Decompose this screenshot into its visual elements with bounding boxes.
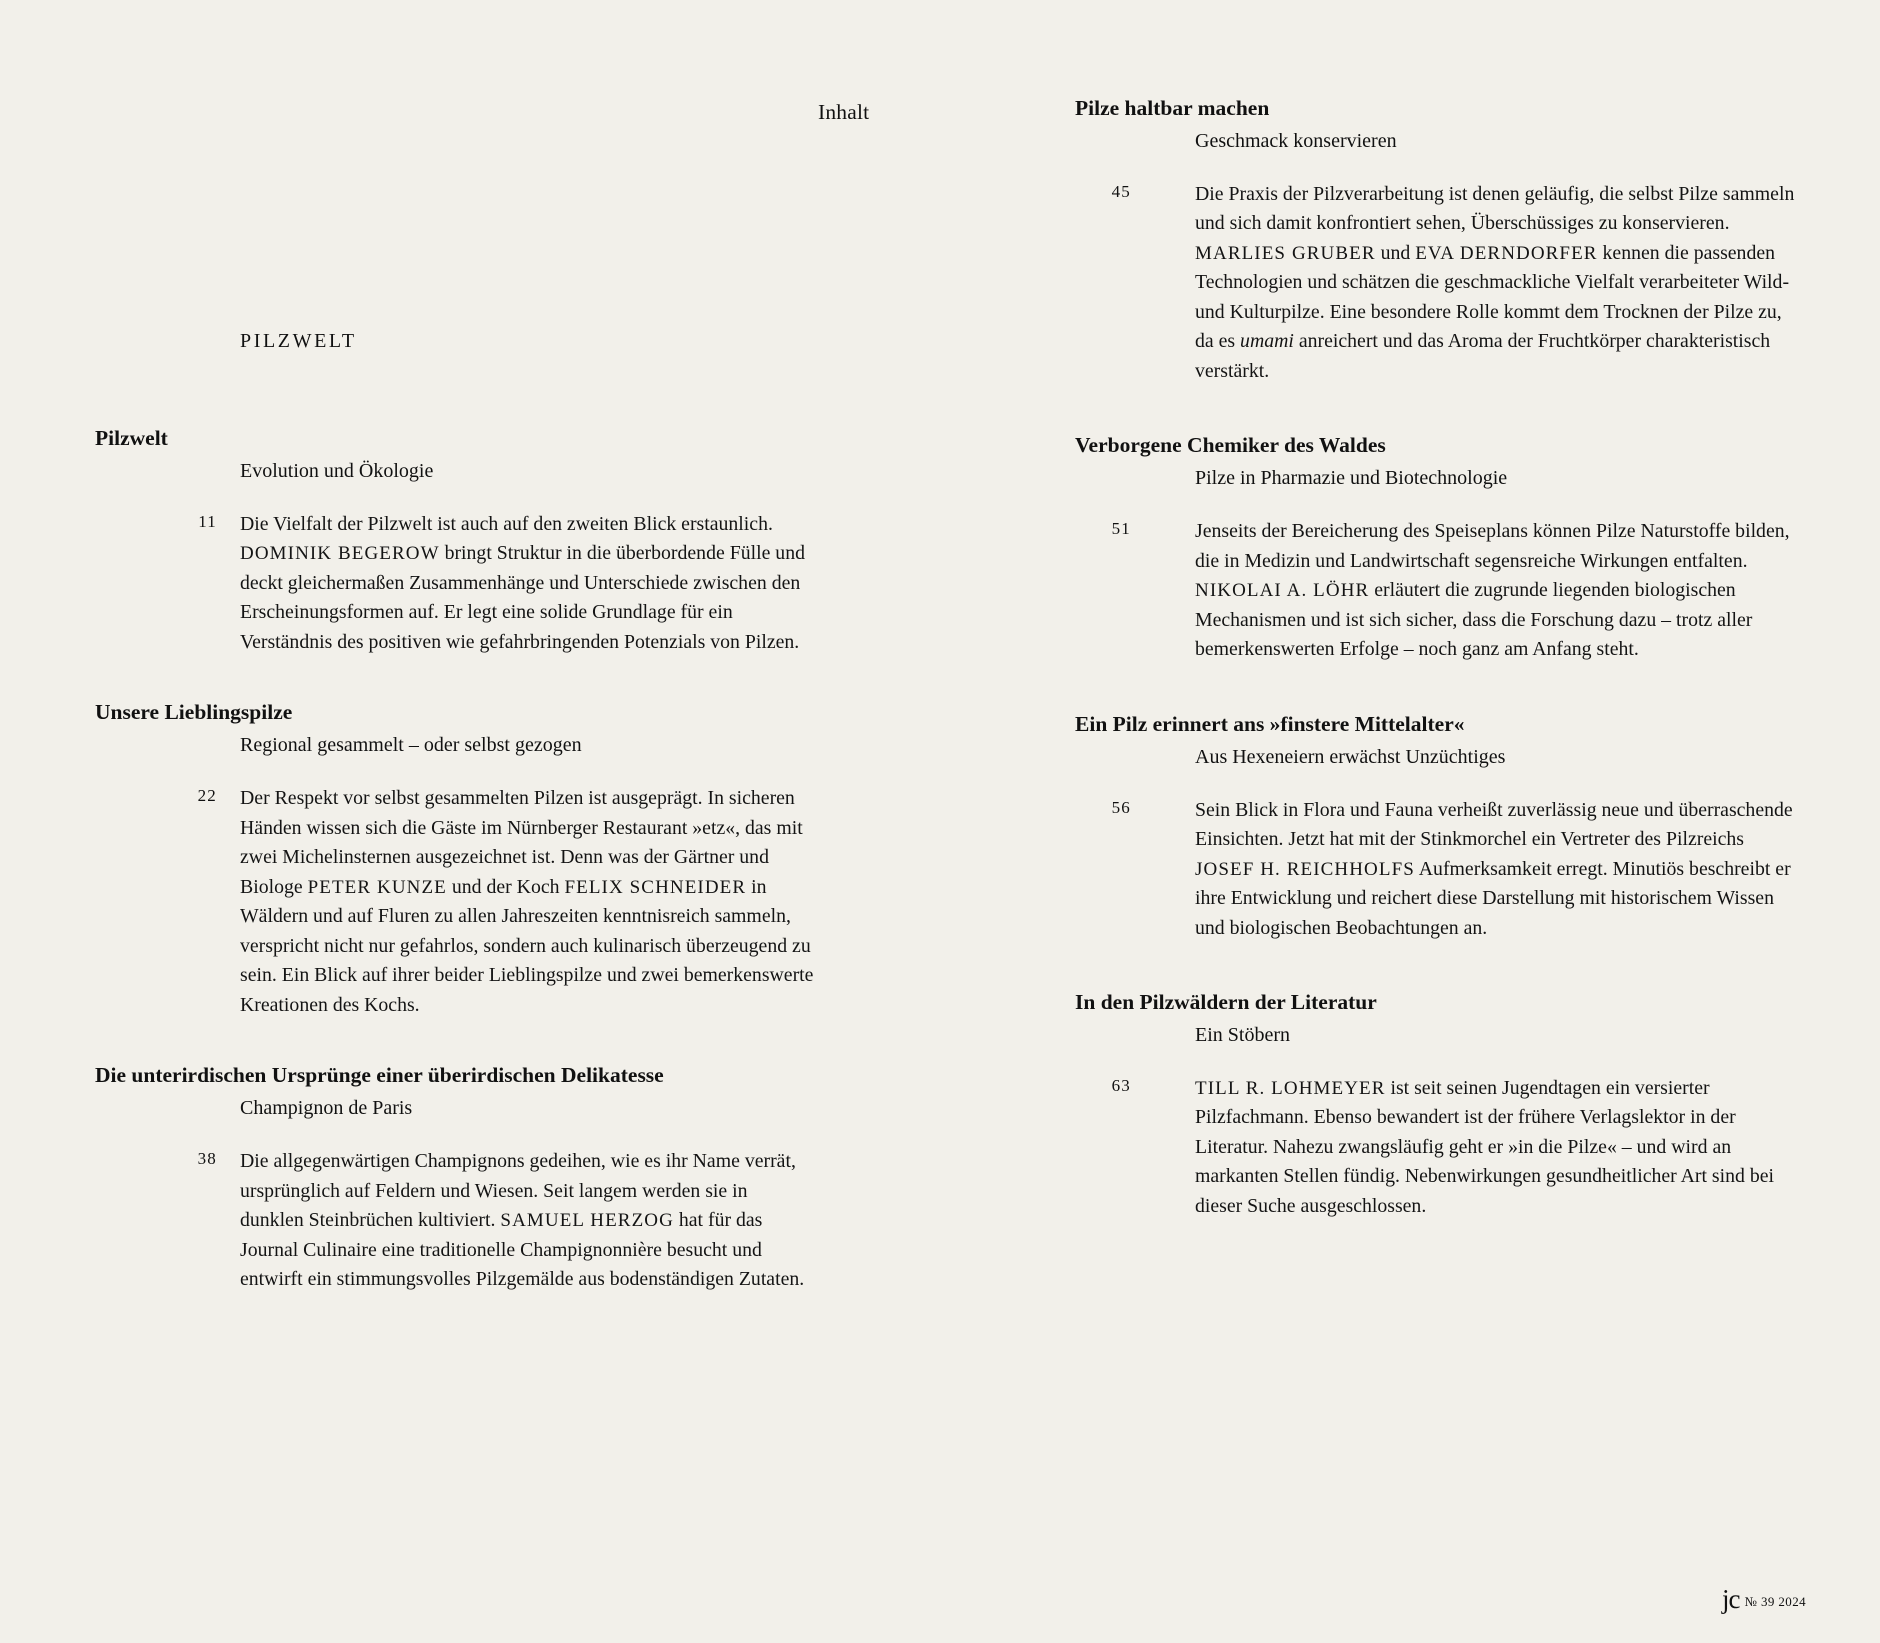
- body-text: anreichert und das Aroma der Fruchtkörper charakteristisch verstärkt.: [1195, 330, 1771, 382]
- body-text: erläutert die zugrunde liegenden biologischen Mechanismen und ist sich sicher, dass die Forschung dazu – trotz aller bemerkenswerten Erfolge – noch ganz am Anfang steht.: [1195, 579, 1753, 661]
- toc-entry-subtitle: Ein Stöbern: [1195, 1023, 1290, 1046]
- toc-entry-page-number[interactable]: 63: [1111, 1075, 1131, 1095]
- toc-entry[interactable]: [1075, 95, 1795, 386]
- toc-entry-subtitle: Regional gesammelt – oder selbst gezogen: [240, 734, 582, 757]
- author-name: TILL R. LOHMEYER: [1195, 1077, 1386, 1099]
- toc-entry[interactable]: [1075, 711, 1795, 943]
- toc-entry[interactable]: [95, 425, 815, 657]
- toc-entry-page-number[interactable]: 51: [1111, 519, 1131, 539]
- toc-entry-description: [240, 1147, 815, 1294]
- toc-entry-body: [1075, 517, 1795, 664]
- toc-entry-title: Ein Pilz erinnert ans »finstere Mittelalter«: [1075, 711, 1465, 736]
- toc-entry-description: [240, 510, 815, 657]
- toc-entry-body: [95, 510, 815, 657]
- author-name: NIKOLAI A. LÖHR: [1195, 580, 1370, 602]
- toc-entry-description: [1195, 517, 1795, 664]
- emphasis-text: umami: [1240, 330, 1294, 353]
- toc-entry-body: [95, 1147, 815, 1294]
- body-text: Die Praxis der Pilzverarbeitung ist denen geläufig, die selbst Pilze sammeln und sich damit konfrontiert sehen, Überschüssiges zu konservieren.: [1195, 182, 1795, 235]
- page-title: Inhalt: [818, 100, 870, 124]
- toc-entry-body: [95, 784, 815, 1020]
- body-text: Aufmerksamkeit erregt. Minutiös beschreibt er ihre Entwicklung und reichert diese Darstellung mit historischem Wissen und biologischen Beobachtungen an.: [1195, 857, 1791, 939]
- body-text: Sein Blick in Flora und Fauna verheißt zuverlässig neue und überraschende Einsichten. Jetzt hat mit der Stinkmorchel ein Vertreter des Pilzreichs: [1195, 798, 1793, 851]
- section-title-pilzwelt: PILZWELT: [240, 330, 357, 352]
- journal-logo: jc: [1721, 1584, 1740, 1614]
- toc-entry[interactable]: [95, 699, 815, 1020]
- toc-entry-body: [1075, 180, 1795, 386]
- toc-entry-body: [1075, 1074, 1795, 1221]
- toc-entry-description: [240, 784, 815, 1020]
- toc-column-left: [95, 330, 815, 1337]
- body-text: Jenseits der Bereicherung des Speiseplans können Pilze Naturstoffe bilden, die in Medizin und Landwirtschaft segensreiche Wirkungen entfalten.: [1195, 520, 1790, 572]
- body-text: in Wäldern und auf Fluren zu allen Jahreszeiten kenntnisreich sammeln, verspricht nicht nur gefahrlos, sondern auch kulinarisch überzeugend zu sein. Ein Blick auf ihrer beider Lieblingspilze und zwei bemerkenswerte Kreationen des Kochs.: [240, 875, 814, 1016]
- author-name: JOSEF H. REICHHOLFS: [1195, 858, 1415, 880]
- body-text: kennen die passenden Technologien und schätzen die geschmackliche Vielfalt verarbeiteter Wild- und Kulturpilze. Eine besondere Rolle kommt dem Trocknen der Pilze zu, da es: [1195, 241, 1790, 353]
- toc-entry-description: [1195, 796, 1795, 943]
- toc-entry-title: Verborgene Chemiker des Waldes: [1075, 433, 1386, 458]
- toc-entry-page-number[interactable]: 11: [198, 511, 217, 531]
- toc-entry-page-number[interactable]: 45: [1111, 181, 1131, 201]
- author-name: SAMUEL HERZOG: [500, 1210, 674, 1232]
- toc-entry-page-number[interactable]: 22: [197, 786, 217, 806]
- body-text: ist seit seinen Jugendtagen ein versierter Pilzfachmann. Ebenso bewandert ist der frühere Verlagslektor in der Literatur. Nahezu zwangsläufig geht er »in die Pilze« – und wird an markanten Stellen fündig. Nebenwirkungen gesundheitlicher Art sind bei dieser Suche ausgeschlossen.: [1195, 1076, 1775, 1217]
- toc-entry-title: Die unterirdischen Ursprünge einer überirdischen Delikatesse: [95, 1063, 664, 1088]
- body-text: Der Respekt vor selbst gesammelten Pilzen ist ausgeprägt. In sicheren Händen wissen sich die Gäste im Nürnberger Restaurant »etz«, das mit zwei Michelinsternen ausgezeichnet ist. Denn was der Gärtner und Biologe: [240, 787, 803, 898]
- toc-entry-title: Pilzwelt: [95, 426, 168, 450]
- toc-column-right: [1075, 95, 1795, 1267]
- toc-entry[interactable]: [1075, 989, 1795, 1221]
- toc-entry-list-right: [1075, 95, 1795, 1221]
- toc-entry[interactable]: [95, 1062, 815, 1294]
- toc-entry-title: Pilze haltbar machen: [1075, 96, 1270, 120]
- toc-entry-subtitle: Aus Hexeneiern erwächst Unzüchtiges: [1195, 745, 1506, 768]
- toc-entry-subtitle: Evolution und Ökologie: [240, 459, 434, 482]
- toc-entry[interactable]: [1075, 432, 1795, 664]
- author-name: PETER KUNZE: [307, 876, 447, 898]
- toc-entry-description: [1195, 1074, 1795, 1221]
- body-text: hat für das Journal Culinaire eine traditionelle Champignonnière besucht und entwirft ein stimmungsvolles Pilzgemälde aus bodenständigen Zutaten.: [240, 1209, 805, 1291]
- body-text: Die allgegenwärtigen Champignons gedeihen, wie es ihr Name verrät, ursprünglich auf Feldern und Wiesen. Seit langem werden sie in dunklen Steinbrüchen kultiviert.: [240, 1150, 796, 1232]
- toc-entry-subtitle: Champignon de Paris: [240, 1097, 413, 1120]
- toc-entry-body: [1075, 796, 1795, 943]
- toc-entry-title: In den Pilzwäldern der Literatur: [1075, 990, 1377, 1015]
- footer: [1722, 1586, 1806, 1613]
- toc-entry-page-number[interactable]: 38: [197, 1149, 217, 1169]
- author-name: MARLIES GRUBER: [1195, 242, 1376, 264]
- author-name: EVA DERNDORFER: [1415, 242, 1598, 264]
- toc-entry-title: Unsere Lieblingspilze: [95, 700, 293, 725]
- toc-entry-subtitle: Geschmack konservieren: [1195, 129, 1397, 152]
- author-name: DOMINIK BEGEROW: [240, 543, 440, 565]
- toc-entry-page-number[interactable]: 56: [1111, 797, 1131, 817]
- toc-entry-subtitle: Pilze in Pharmazie und Biotechnologie: [1195, 467, 1508, 490]
- body-text: und der Koch: [446, 875, 565, 898]
- issue-number: № 39 2024: [1744, 1594, 1806, 1609]
- body-text: Die Vielfalt der Pilzwelt ist auch auf den zweiten Blick erstaunlich.: [240, 512, 773, 535]
- toc-entry-description: [1195, 180, 1795, 386]
- author-name: FELIX SCHNEIDER: [564, 876, 747, 898]
- body-text: bringt Struktur in die überbordende Fülle und deckt gleichermaßen Zusammenhänge und Unterschiede zwischen den Erscheinungsformen auf. Er legt eine solide Grundlage für ein Verständnis des positiven wie gefahrbringenden Potenzials von Pilzen.: [240, 542, 805, 653]
- body-text: und: [1375, 241, 1416, 264]
- toc-entry-list-left: [95, 425, 815, 1295]
